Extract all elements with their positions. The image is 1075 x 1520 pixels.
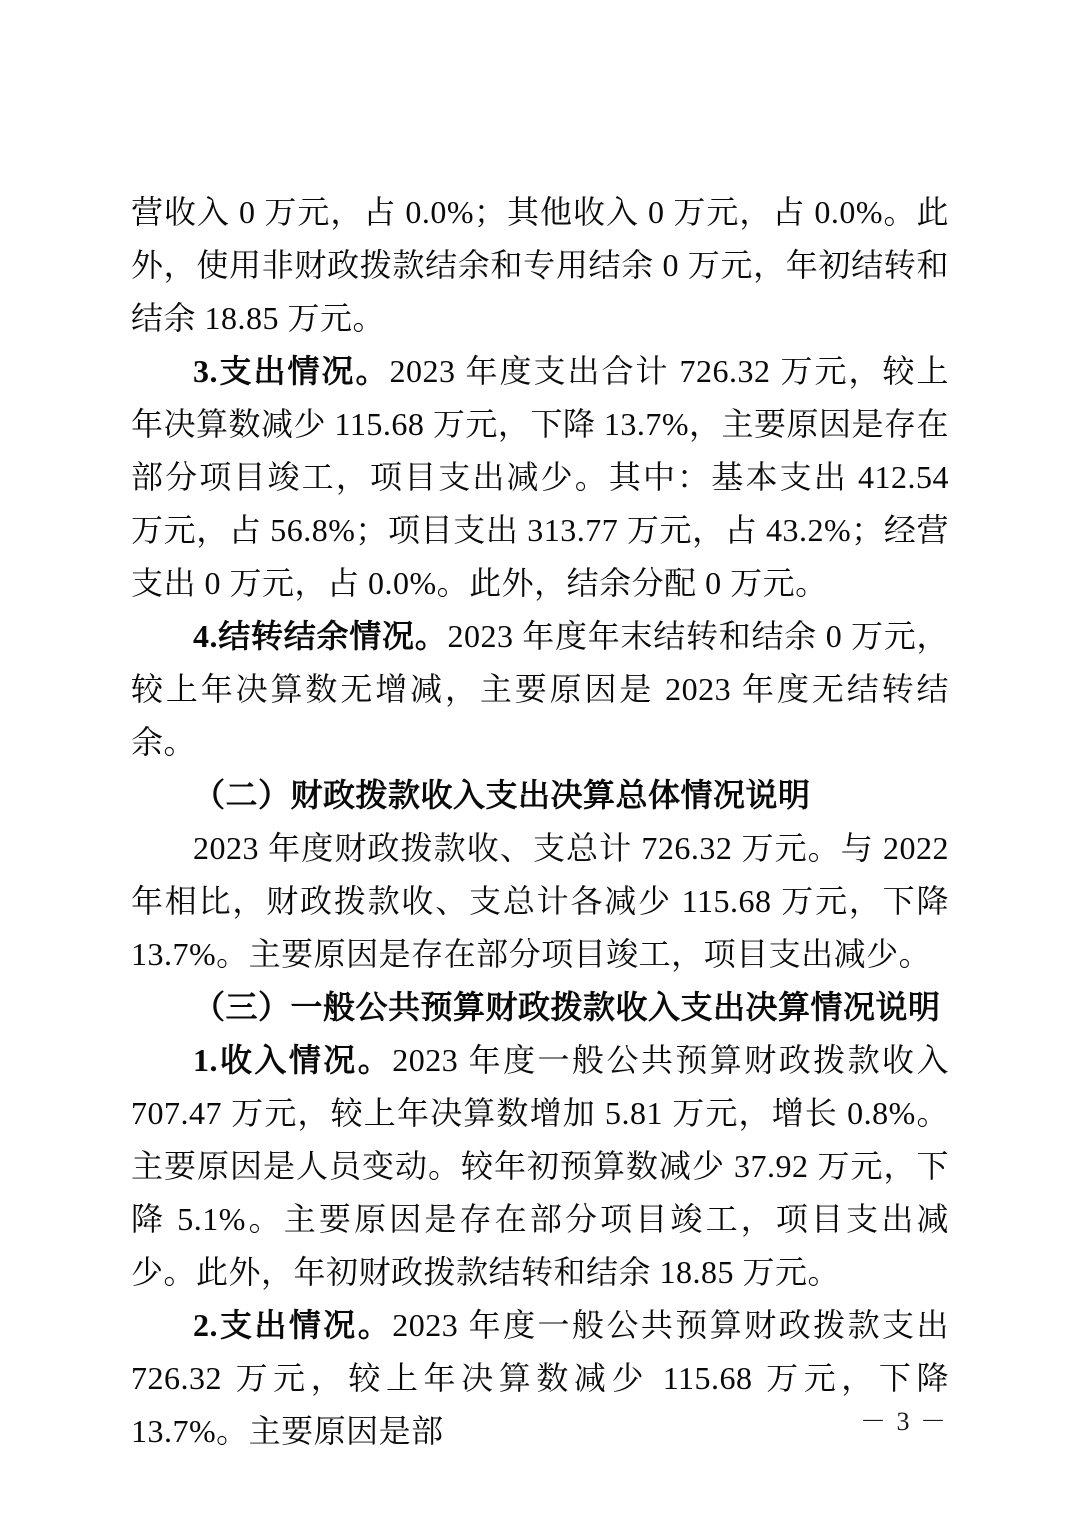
paragraph-text: 2023 年度一般公共预算财政拨款收入 707.47 万元，较上年决算数增加 5.81 万元，增长 0.8%。主要原因是人员变动。较年初预算数减少 37.92 万元，下降 5.1%。主要原因是存在部分项目竣工，项目支出减少。此外，年初财政拨款结转和结余 18.85 万元。 [131,1042,949,1290]
paragraph-expenditure [131,345,949,610]
paragraph-text: 2023 年度财政拨款收、支总计 726.32 万元。与 2022 年相比，财政拨款收、支总计各减少 115.68 万元，下降 13.7%。主要原因是存在部分项目竣工，项目支出减少。 [131,830,949,972]
paragraph-lead: 2.支出情况。 [193,1307,393,1343]
paragraph-text: 营收入 0 万元，占 0.0%；其他收入 0 万元，占 0.0%。此外，使用非财政拨款结余和专用结余 0 万元，年初结转和结余 18.85 万元。 [131,194,949,336]
section-heading-text: （二）财政拨款收入支出决算总体情况说明 [193,777,811,813]
paragraph-fiscal-total [131,822,949,981]
section-heading-3 [131,981,949,1034]
paragraph-lead: 4.结转结余情况。 [193,618,448,654]
document-body [131,186,949,1458]
section-heading-text: （三）一般公共预算财政拨款收入支出决算情况说明 [193,989,941,1025]
page-number: － 3 － [859,1407,948,1436]
paragraph-text: 2023 年度支出合计 726.32 万元，较上年决算数减少 115.68 万元，下降 13.7%，主要原因是存在部分项目竣工，项目支出减少。其中：基本支出 412.54 万元，占 56.8%；项目支出 313.77 万元，占 43.2%；经营支出 0 万元，占 0.0%。此外，结余分配 0 万元。 [131,353,949,601]
paragraph-income [131,1034,949,1299]
paragraph-text: 2023 年度一般公共预算财政拨款支出 726.32 万元，较上年决算数减少 115.68 万元，下降 13.7%。主要原因是部 [131,1307,949,1449]
paragraph-budget-expenditure [131,1299,949,1458]
paragraph-lead: 3.支出情况。 [193,353,390,389]
paragraph-lead: 1.收入情况。 [193,1042,393,1078]
paragraph-text: 2023 年度年末结转和结余 0 万元，较上年决算数无增减，主要原因是 2023 年度无结转结余。 [131,618,949,760]
section-heading-2 [131,769,949,822]
paragraph-carryover [131,610,949,769]
paragraph-continuation [131,186,949,345]
